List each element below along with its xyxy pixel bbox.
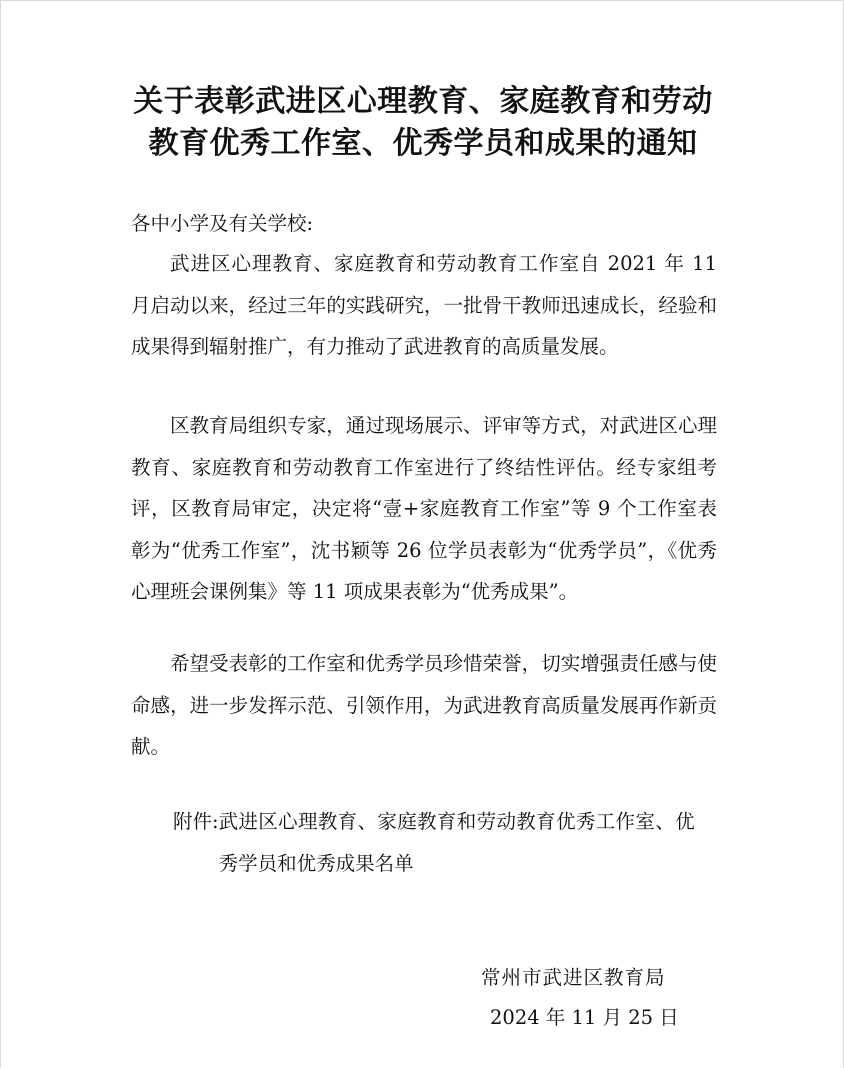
attachment <box>173 801 733 884</box>
document-title <box>81 81 765 165</box>
attachment-text: 武进区心理教育、家庭教育和劳动教育优秀工作室、优秀学员和优秀成果名单 <box>218 810 695 875</box>
attachment-label: 附件: <box>173 810 219 833</box>
issue-date: 2024 年 11 月 25 日 <box>490 1006 679 1029</box>
title-line-1: 关于表彰武进区心理教育、家庭教育和劳动 <box>133 84 713 119</box>
title-line-2: 教育优秀工作室、优秀学员和成果的通知 <box>148 126 698 161</box>
paragraph-2: 区教育局组织专家，通过现场展示、评审等方式，对武进区心理教育、家庭教育和劳动教育工作室进行了终结性评估。经专家组考评，区教育局审定，决定将“壹+家庭教育工作室”等 9 个工作室表彰为“优秀工作室”，沈书颖等 26 位学员表彰为“优秀学员”，《优秀心理班会课例集》等 11 项成果表彰为“优秀成果”。 <box>131 414 717 603</box>
paragraph-3: 希望受表彰的工作室和优秀学员珍惜荣誉，切实增强责任感与使命感，进一步发挥示范、引领作用，为武进教育高质量发展再作新贡献。 <box>131 652 717 758</box>
salutation: 各中小学及有关学校: <box>131 212 314 235</box>
issuer-name: 常州市武进区教育局 <box>481 966 666 989</box>
paragraph-1: 武进区心理教育、家庭教育和劳动教育工作室自 2021 年 11 月启动以来，经过三年的实践研究，一批骨干教师迅速成长，经验和成果得到辐射推广，有力推动了武进教育的高质量发展。 <box>131 252 717 358</box>
